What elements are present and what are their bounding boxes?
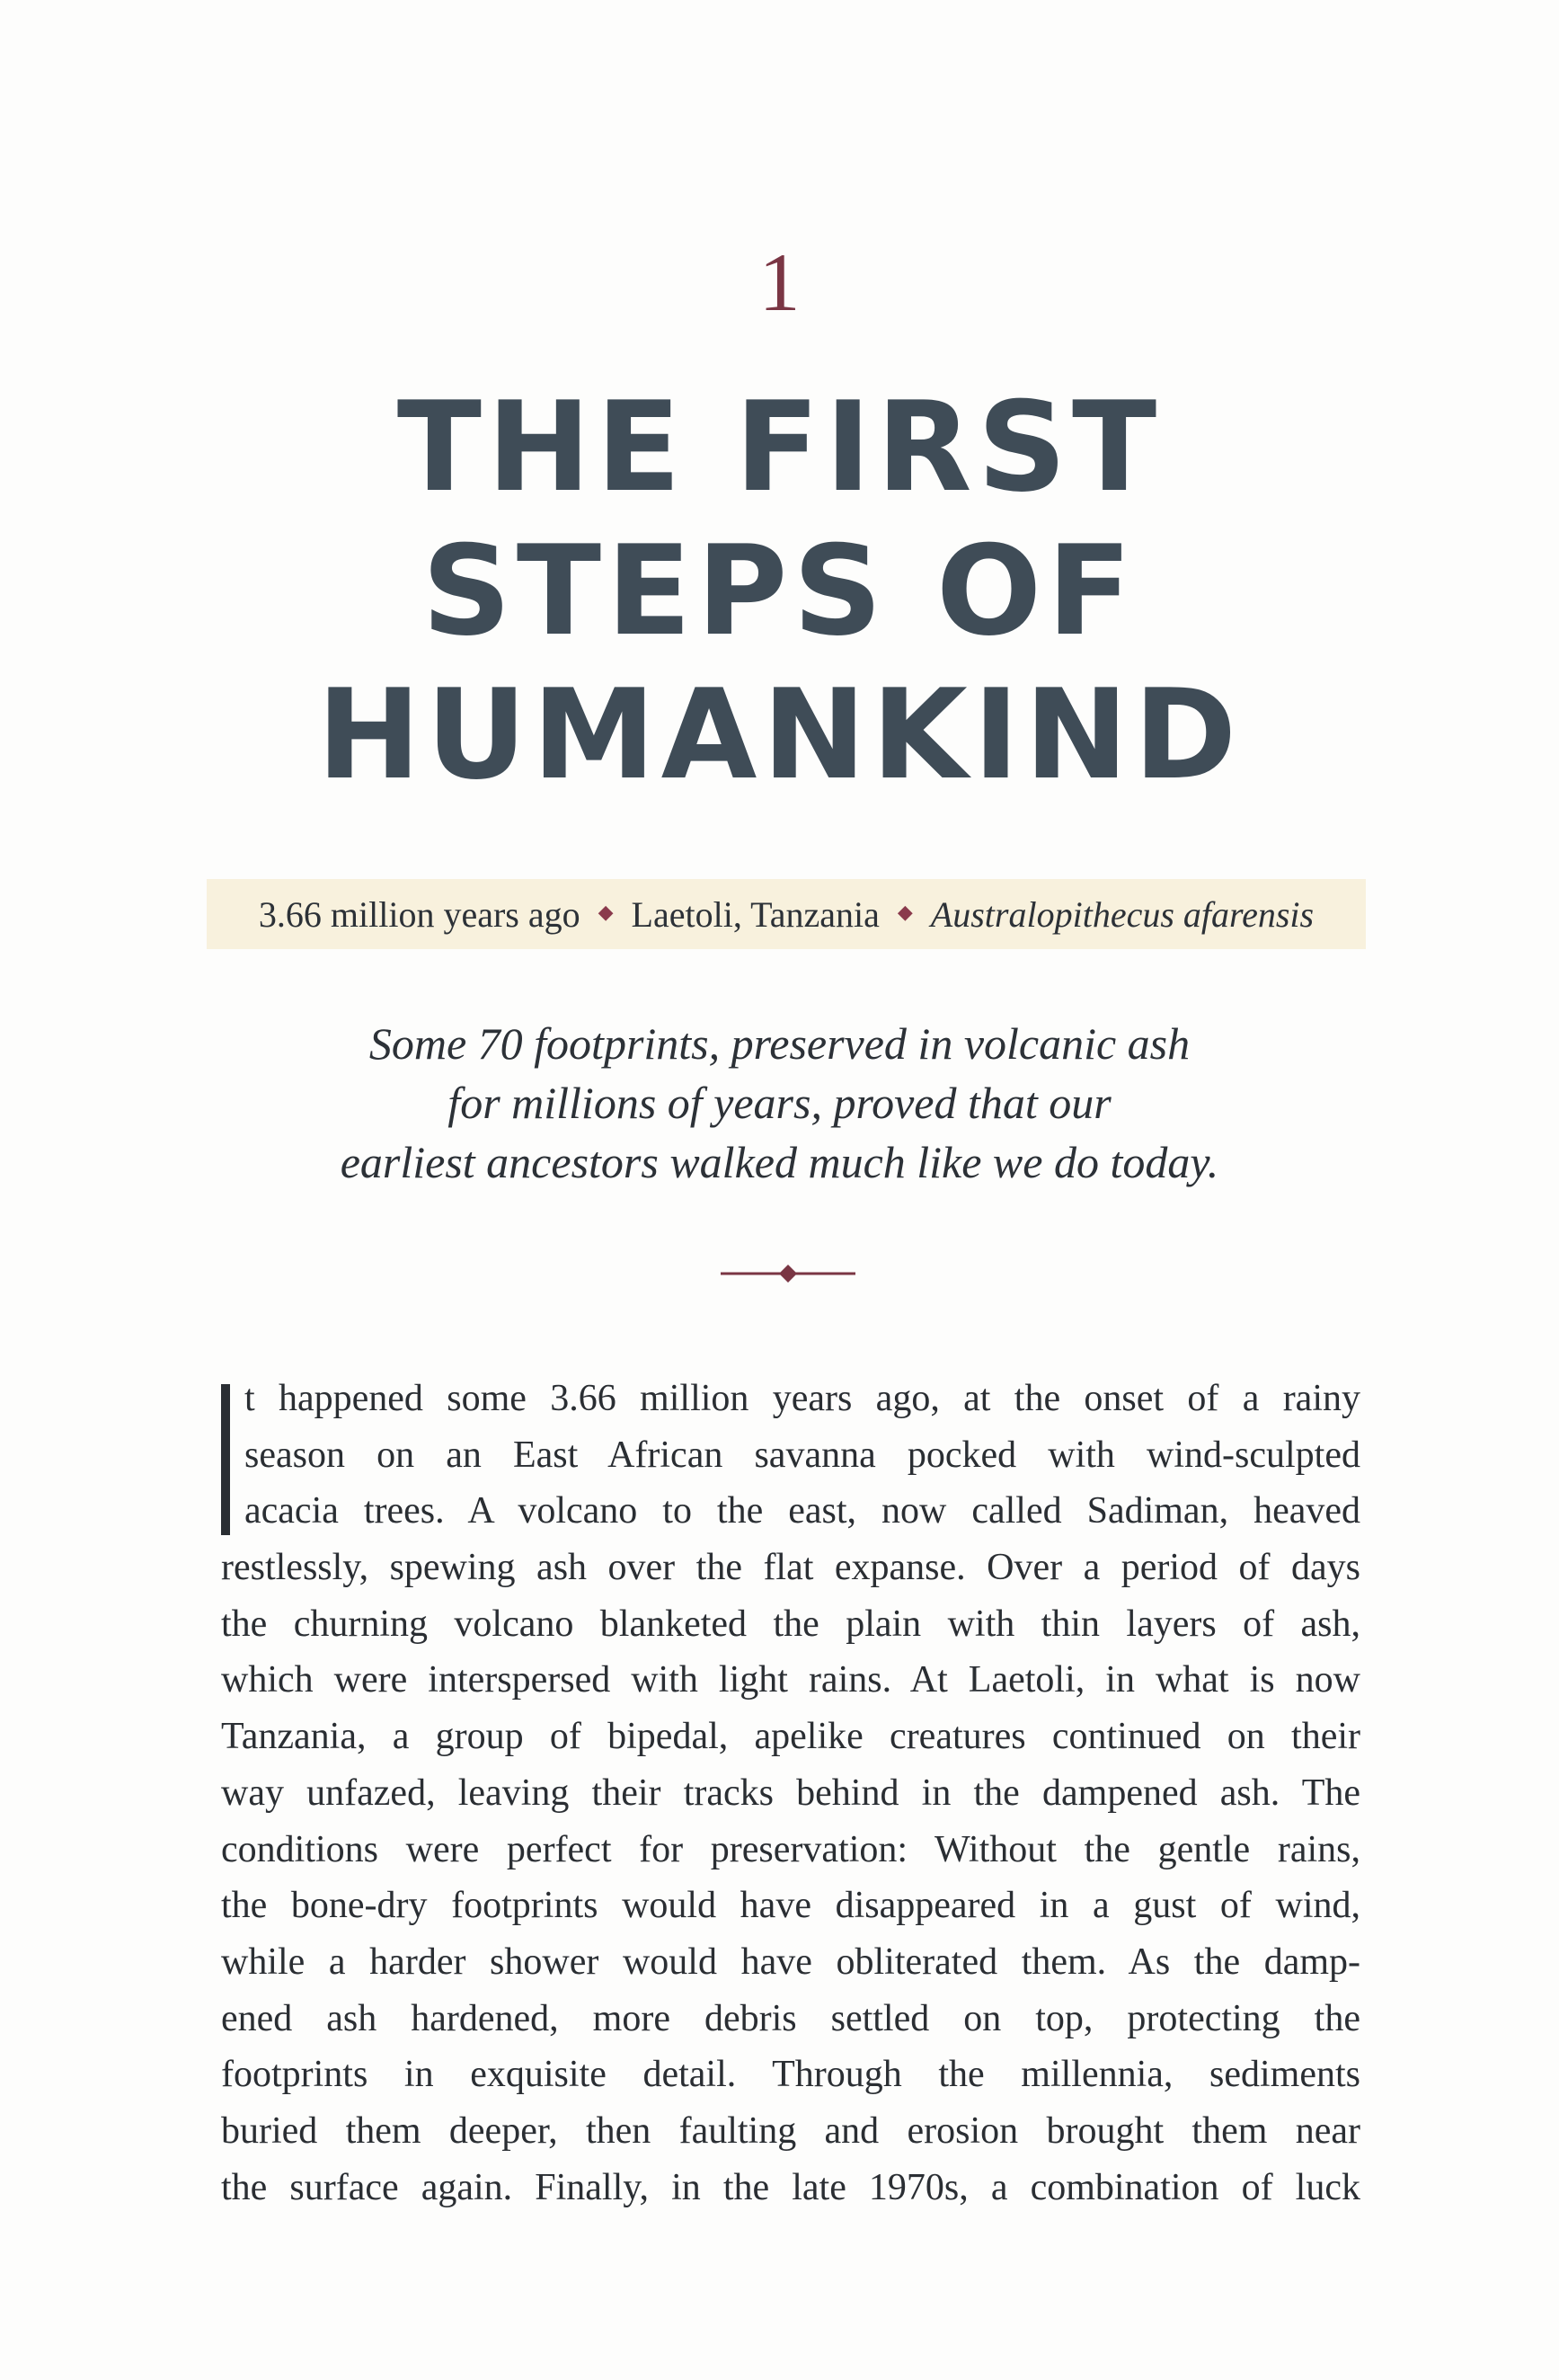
body-line: season on an East African savanna pocked with wind-sculpted bbox=[244, 1434, 1360, 1476]
epigraph-line: for millions of years, proved that our bbox=[447, 1078, 1112, 1128]
body-line: the bone-dry footprints would have disappeared in a gust of wind, bbox=[221, 1885, 1360, 1927]
epigraph-line: earliest ancestors walked much like we do today. bbox=[340, 1137, 1219, 1187]
body-line: the surface again. Finally, in the late 1970s, a combination of luck bbox=[221, 2166, 1360, 2208]
diamond-separator-icon: ◆ bbox=[598, 901, 614, 923]
body-line: which were interspersed with light rains. At Laetoli, in what is now bbox=[221, 1659, 1360, 1701]
body-line: buried them deeper, then faulting and erosion brought them near bbox=[221, 2109, 1360, 2152]
body-line: restlessly, spewing ash over the flat expanse. Over a period of days bbox=[221, 1547, 1360, 1589]
chapter-meta-band bbox=[207, 879, 1366, 949]
meta-species: Australopithecus afarensis bbox=[930, 893, 1315, 935]
chapter-title-line: THE FIRST bbox=[396, 375, 1163, 520]
body-line: Tanzania, a group of bipedal, apelike creatures continued on their bbox=[221, 1716, 1360, 1758]
diamond-separator-icon: ◆ bbox=[897, 901, 913, 923]
body-line: ened ash hardened, more debris settled on top, protecting the bbox=[221, 1997, 1360, 2039]
body-line: the churning volcano blanketed the plain with thin layers of ash, bbox=[221, 1603, 1360, 1645]
meta-date: 3.66 million years ago bbox=[258, 893, 580, 935]
chapter-number: 1 bbox=[758, 236, 801, 328]
body-text bbox=[221, 1371, 1360, 2216]
body-line: conditions were perfect for preservation: Without the gentle rains, bbox=[221, 1828, 1360, 1870]
body-line: acacia trees. A volcano to the east, now called Sadiman, heaved bbox=[244, 1490, 1360, 1532]
epigraph-line: Some 70 footprints, preserved in volcanic ash bbox=[368, 1018, 1191, 1069]
chapter-epigraph bbox=[0, 1014, 1559, 1192]
body-line: while a harder shower would have obliterated them. As the damp- bbox=[221, 1940, 1360, 1983]
chapter-title-line: STEPS OF bbox=[421, 519, 1138, 663]
chapter-title-line: HUMANKIND bbox=[316, 662, 1243, 807]
body-line: t happened some 3.66 million years ago, at the onset of a rainy bbox=[244, 1378, 1360, 1419]
body-line: way unfazed, leaving their tracks behind in the dampened ash. The bbox=[221, 1772, 1360, 1814]
diamond-ornament-icon bbox=[721, 1260, 855, 1287]
meta-location: Laetoli, Tanzania bbox=[631, 893, 880, 935]
chapter-title bbox=[0, 376, 1559, 807]
body-line: footprints in exquisite detail. Through the millennia, sediments bbox=[221, 2054, 1360, 2096]
